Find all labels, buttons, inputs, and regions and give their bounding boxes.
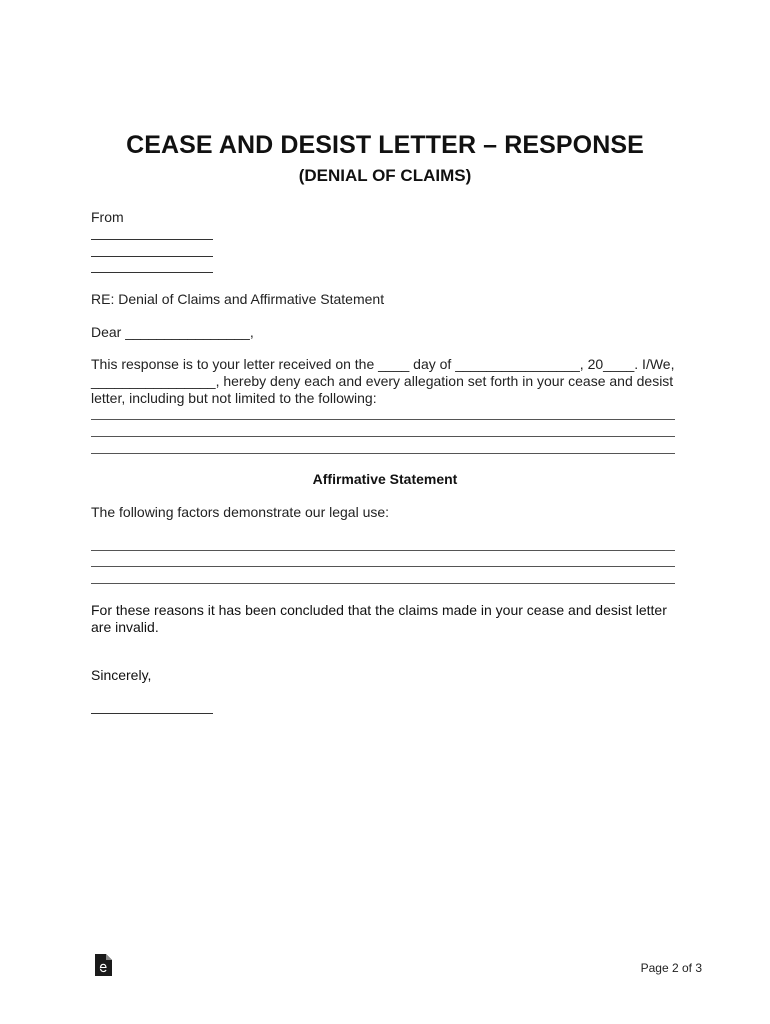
document-title: CEASE AND DESIST LETTER – RESPONSE [126,131,644,159]
affirmative-statement-heading: Affirmative Statement [312,471,458,487]
document-subtitle: (DENIAL OF CLAIMS) [298,166,472,185]
body-text-line: This response is to your letter received on the ____ day of ________________, 20____. I/We, [91,356,675,372]
from-address-line[interactable] [91,256,213,257]
re-line: RE: Denial of Claims and Affirmative Statement [91,291,385,307]
salutation: Dear ________________, [91,324,254,340]
factor-entry-line[interactable] [91,583,675,584]
eforms-logo-icon [94,954,112,976]
factor-entry-line[interactable] [91,566,675,567]
factors-intro: The following factors demonstrate our legal use: [91,504,390,520]
body-text-line: letter, including but not limited to the following: [91,390,377,406]
conclusion-text-line: are invalid. [91,619,159,635]
from-address-line[interactable] [91,272,213,273]
closing-text: Sincerely, [91,667,152,683]
allegation-entry-line[interactable] [91,419,675,420]
allegation-entry-line[interactable] [91,453,675,454]
factor-entry-line[interactable] [91,550,675,551]
conclusion-text-line: For these reasons it has been concluded that the claims made in your cease and desist letter [91,602,667,618]
page-number: Page 2 of 3 [640,961,702,975]
allegation-entry-line[interactable] [91,436,675,437]
signature-line[interactable] [91,713,213,714]
from-address-line[interactable] [91,239,213,240]
from-label: From [91,209,124,225]
body-text-line: ________________, hereby deny each and every allegation set forth in your cease and desist [91,373,674,389]
